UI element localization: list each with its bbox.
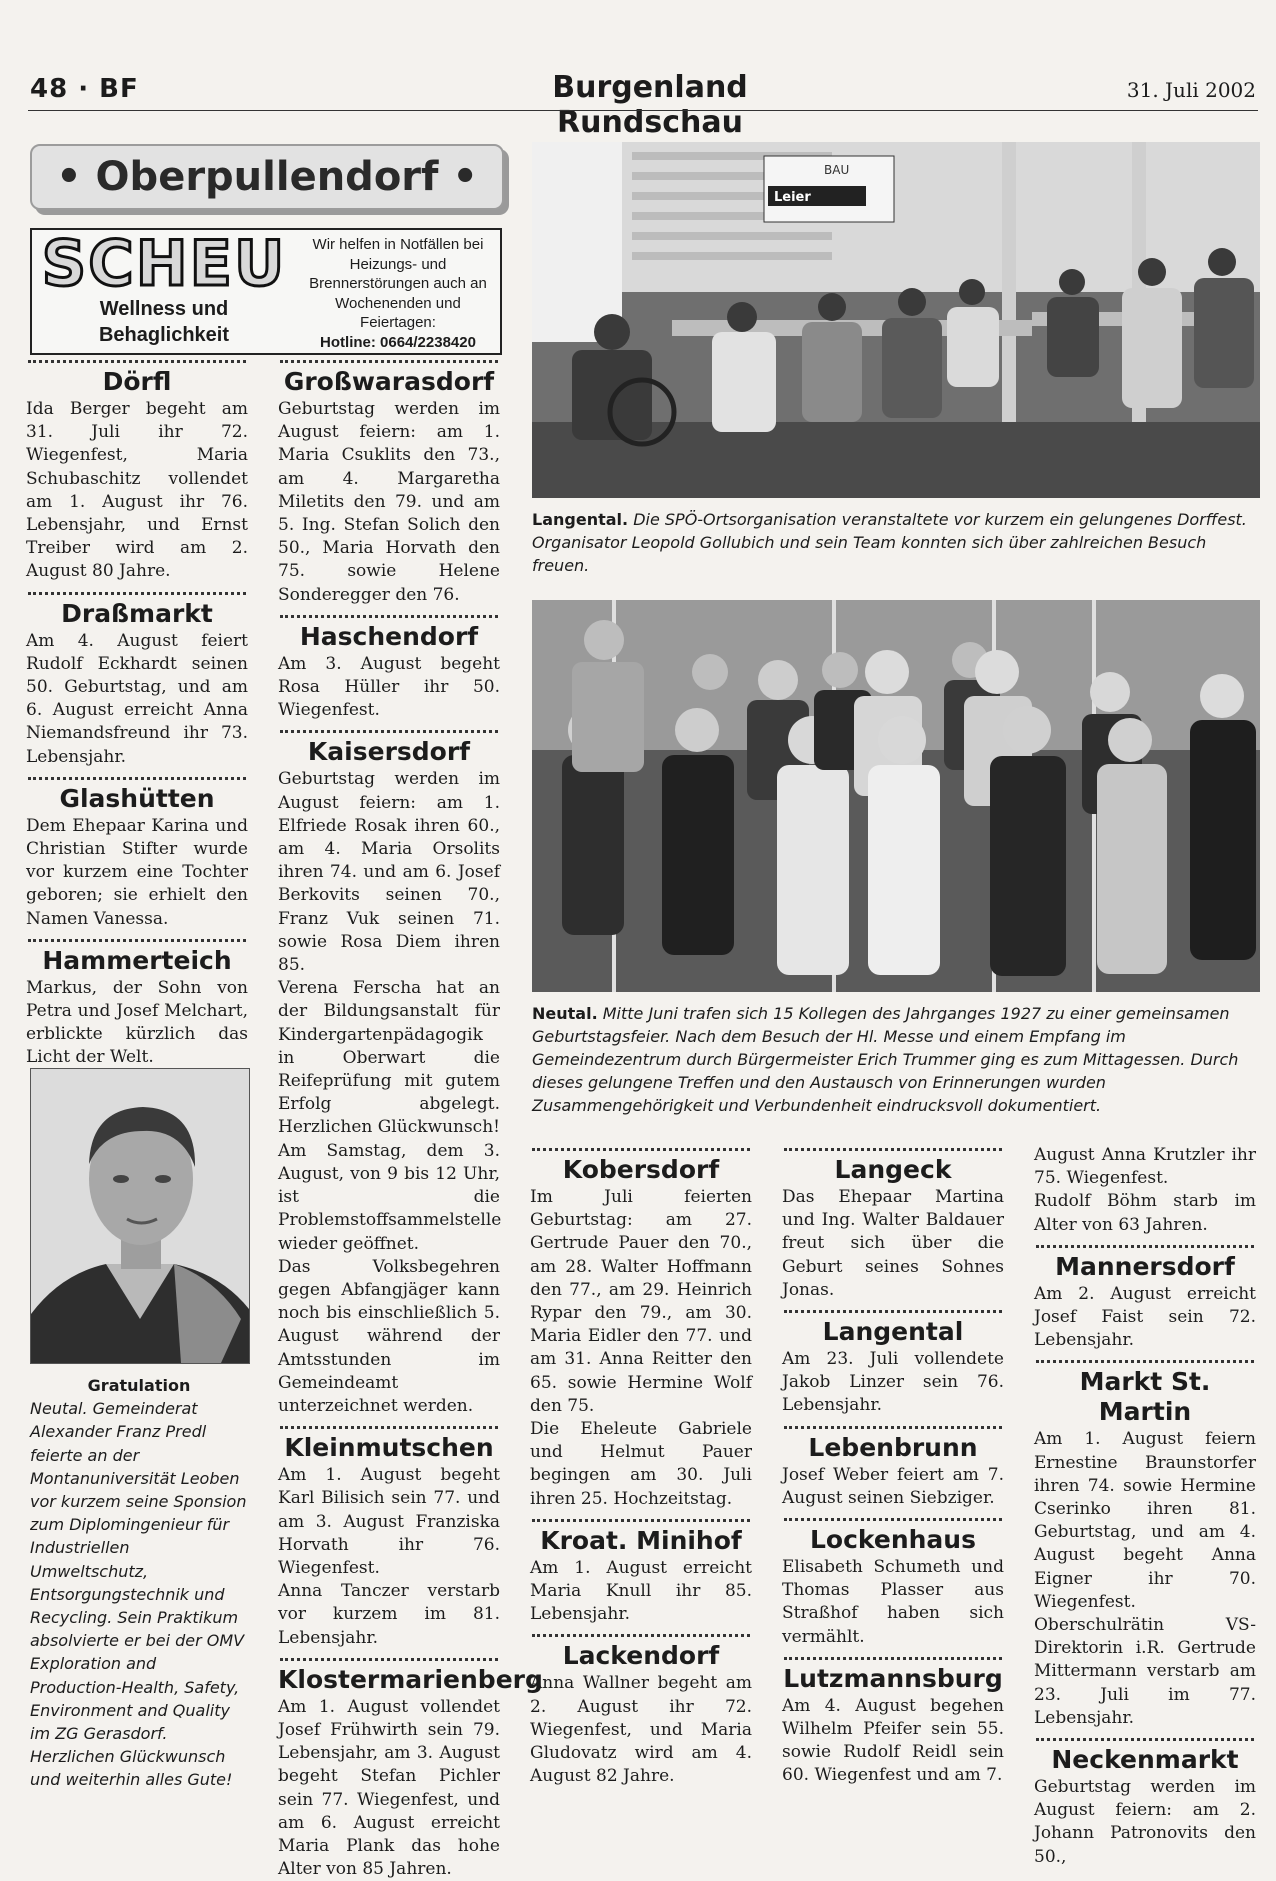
section-title: Kaisersdorf <box>307 737 471 767</box>
caption-text: Neutal. Gemeinderat Alexander Franz Predl feierte an der Montanuniversität Leoben vor kurzem seine Sponsion zum Diplomingenieur für Industriellen Umweltschutz, Entsorgungstechnik und Recycling. Sein Praktikum absolvierte er bei der OMV Exploration and Production-Health, Safety, Environment and Quality im ZG Gerasdorf. Herzlichen Glückwunsch und weiterhin alles Gute! <box>30 1399 247 1790</box>
ad-description: Wir helfen in Notfällen bei Heizungs- und Brennerstörungen auch an Wochenenden und Feiertagen: <box>309 236 487 331</box>
tent-sign-bau: BAU <box>824 163 850 177</box>
section-title: Lebenbrunn <box>808 1432 978 1462</box>
section-title: Langental <box>822 1317 964 1347</box>
dotted-divider <box>280 1426 498 1429</box>
news-section <box>530 1634 752 1788</box>
newspaper-title: Burgenland Rundschau <box>552 70 748 140</box>
section-title: Neckenmarkt <box>1051 1745 1239 1775</box>
column-2 <box>278 360 543 1881</box>
news-section <box>26 777 248 931</box>
dotted-divider <box>784 1426 1002 1429</box>
column-3 <box>530 1148 752 1788</box>
section-body: Am 1. August feiern Ernestine Braunstorfer ihren 74. sowie Hermine Cserinko ihren 81. Geburtstag, und am 4. August begeht Anna Eigner ihr 70. Wiegenfest. <box>1034 1429 1256 1612</box>
news-section <box>278 1658 543 1881</box>
section-paragraph: Die Eheleute Gabriele und Helmut Pauer begingen am 30. Juli ihren 25. Hochzeitstag. <box>530 1419 752 1509</box>
group-photo-caption <box>532 1002 1260 1117</box>
section-title: Langeck <box>834 1155 952 1184</box>
tent-sign-leier: Leier <box>774 190 811 205</box>
dotted-divider <box>280 1658 498 1661</box>
news-section <box>26 360 248 584</box>
ad-hotline: Hotline: 0664/2238420 <box>320 333 476 351</box>
column-4 <box>782 1148 1004 1788</box>
section-title: Klostermarienberg <box>278 1664 543 1694</box>
dotted-divider <box>280 615 498 618</box>
section-body: Im Juli feierten Geburtstag: am 27. Gertrude Pauer den 70., am 28. Walter Hoffmann den 77., am 29. Heinrich Rypar den 79., am 30. Maria Eidler den 77. und am 31. Anna Reitter den 65. sowie Hermine Wolf den 75. <box>530 1187 752 1416</box>
section-body: Geburtstag werden im August feiern: am 1. Elfriede Rosak ihren 60., am 4. Maria Orsolits ihren 74. und am 6. Josef Berkovits seinen 70., Franz Vuk seinen 71. sowie Rosa Diem ihren 85. <box>278 769 500 976</box>
caption-title: Gratulation <box>87 1376 191 1395</box>
dotted-divider <box>1036 1738 1254 1741</box>
section-paragraph: Anna Tanczer verstarb vor kurzem im 81. Lebensjahr. <box>278 1581 500 1648</box>
section-body: Am 4. August feiert Rudolf Eckhardt seinen 50. Geburtstag, und am 6. August erreicht Anna Niemandsfreund ihr 73. Lebensjahr. <box>26 630 248 767</box>
dotted-divider <box>532 1634 750 1637</box>
region-banner: • Oberpullendorf • <box>30 144 504 210</box>
news-section <box>782 1657 1004 1788</box>
section-body: Am 3. August begeht Rosa Hüller ihr 50. Wiegenfest. <box>278 653 500 721</box>
section-body: Geburtstag werden im August feiern: am 2. Johann Patronovits den 50., <box>1034 1777 1256 1867</box>
dotted-divider <box>784 1148 1002 1151</box>
section-title: Großwarasdorf <box>283 367 495 396</box>
festival-photo-caption <box>532 508 1260 577</box>
section-title: Hammerteich <box>42 945 232 975</box>
dotted-divider <box>784 1310 1002 1313</box>
section-title: Mannersdorf <box>1055 1251 1235 1281</box>
news-section <box>1034 1360 1256 1730</box>
news-section <box>1034 1738 1256 1869</box>
section-body: Ida Berger begeht am 31. Juli ihr 72. Wiegenfest, Maria Schubaschitz vollendet am 1. August ihr 76. Lebensjahr, und Ernst Treiber wird am 2. August 80 Jahre. <box>26 399 248 582</box>
section-body: Am 2. August erreicht Josef Faist sein 72. Lebensjahr. <box>1034 1283 1256 1351</box>
news-section <box>782 1426 1004 1510</box>
column-5 <box>1034 1144 1256 1869</box>
dotted-divider <box>280 360 498 363</box>
section-body: Dem Ehepaar Karina und Christian Stifter wurde vor kurzem eine Tochter geboren; sie erhielt den Namen Vanessa. <box>26 815 248 929</box>
caption-text: Mitte Juni trafen sich 15 Kollegen des Jahrganges 1927 zu einer gemeinsamen Geburtstagsfeier. Nach dem Besuch der Hl. Messe und einem Empfang im Gemeindezentrum durch Bürgermeister Erich Trummer ging es zum Mittagessen. Durch dieses gelungene Treffen und den Austausch von Erinnerungen wurden Zusammengehörigkeit und Verbundenheit eindrucksvoll dokumentiert. <box>532 1004 1239 1115</box>
dotted-divider <box>532 1148 750 1151</box>
section-paragraph: Verena Ferscha hat an der Bildungsanstalt für Kindergartenpädagogik in Oberwart die Reifeprüfung mit gutem Erfolg abgelegt. Herzlichen Glückwunsch! <box>278 978 500 1138</box>
dotted-divider <box>1036 1360 1254 1363</box>
section-body: Am 1. August erreicht Maria Knull ihr 85. Lebensjahr. <box>530 1557 752 1625</box>
dotted-divider <box>1036 1245 1254 1248</box>
caption-place: Langental. <box>532 510 629 529</box>
section-body: Am 4. August begehen Wilhelm Pfeifer sein 55. sowie Rudolf Reidl sein 60. Wiegenfest und am 7. <box>782 1695 1004 1786</box>
news-section <box>278 360 500 607</box>
section-body: Elisabeth Schumeth und Thomas Plasser aus Straßhof haben sich vermählt. <box>782 1557 1004 1647</box>
section-paragraph: Rudolf Böhm starb im Alter von 63 Jahren. <box>1034 1191 1256 1235</box>
section-title: Kroat. Minihof <box>540 1525 742 1555</box>
news-section <box>26 939 248 1070</box>
section-title: Kleinmutschen <box>284 1433 494 1463</box>
news-section <box>782 1148 1004 1302</box>
news-section <box>1034 1245 1256 1353</box>
column-1 <box>26 360 248 1070</box>
advertisement-box <box>30 228 502 355</box>
section-title: Dörfl <box>102 367 172 396</box>
section-title: Draßmarkt <box>61 598 213 628</box>
news-section <box>278 615 500 723</box>
news-section <box>278 1426 500 1650</box>
dotted-divider <box>28 360 246 363</box>
group-photo <box>532 600 1260 992</box>
page-section-label: 48 · BF <box>30 74 139 104</box>
caption-place: Neutal. <box>532 1004 598 1023</box>
news-section <box>530 1148 752 1511</box>
section-body: Josef Weber feiert am 7. August seinen Siebziger. <box>782 1464 1004 1508</box>
dotted-divider <box>28 939 246 942</box>
section-title: Kobersdorf <box>562 1155 720 1184</box>
portrait-caption <box>30 1374 248 1792</box>
section-title: Glashütten <box>59 783 215 813</box>
section-body: Am 1. August begeht Karl Bilisich sein 77. und am 3. August Franziska Horvath ihr 76. Wiegenfest. <box>278 1465 500 1578</box>
news-section <box>530 1519 752 1627</box>
dotted-divider <box>28 777 246 780</box>
festival-photo <box>532 142 1260 498</box>
dotted-divider <box>784 1518 1002 1521</box>
ad-tagline: Wellness und Behaglichkeit <box>98 298 230 346</box>
section-body: Anna Wallner begeht am 2. August ihr 72. Wiegenfest, und Maria Gludovatz wird am 4. August 82 Jahre. <box>530 1673 752 1787</box>
section-title: Markt St. Martin <box>1079 1367 1211 1427</box>
caption-text: Die SPÖ-Ortsorganisation veranstaltete vor kurzem ein gelungenes Dorffest. Organisator Leopold Gollubich und sein Team konnten sich über zahlreichen Besuch freuen. <box>532 510 1247 575</box>
news-section <box>782 1518 1004 1649</box>
header-rule <box>28 110 1258 111</box>
section-title: Lackendorf <box>562 1641 720 1671</box>
section-body: Geburtstag werden im August feiern: am 1. Maria Csuklits den 73., am 4. Margaretha Miletits den 79. und am 5. Ing. Stefan Solich den 50., Maria Horvath den 75. sowie Helene Sonderegger den 76. <box>278 399 500 605</box>
ad-text-block <box>298 235 498 352</box>
continued-text: August Anna Krutzler ihr 75. Wiegenfest. <box>1034 1145 1256 1189</box>
section-title: Lockenhaus <box>810 1525 976 1555</box>
dotted-divider <box>280 730 498 733</box>
ad-brand-logo: SCHEU <box>41 227 287 300</box>
section-body: Markus, der Sohn von Petra und Josef Melchart, erblickte kürzlich das Licht der Welt. <box>26 977 248 1068</box>
section-title: Haschendorf <box>299 621 479 651</box>
section-body: Am 1. August vollendet Josef Frühwirth sein 79. Lebensjahr, am 3. August begeht Stefan Pichler sein 77. Wiegenfest, und am 6. August erreicht Maria Plank das hohe Alter von 85 Jahren. <box>278 1696 500 1880</box>
section-paragraph: Das Volksbegehren gegen Abfangjäger kann noch bis einschließlich 5. August während der Amtsstunden im Gemeindeamt unterzeichnet werden. <box>278 1256 500 1416</box>
section-body: Das Ehepaar Martina und Ing. Walter Baldauer freut sich über die Geburt seines Sohnes Jonas. <box>782 1187 1004 1300</box>
section-paragraph: Oberschulrätin VS-Direktorin i.R. Gertrude Mittermann verstarb am 23. Juli im 77. Lebensjahr. <box>1034 1615 1256 1728</box>
dotted-divider <box>784 1657 1002 1660</box>
news-section <box>782 1310 1004 1418</box>
section-title: Lutzmannsburg <box>783 1663 1003 1693</box>
issue-date: 31. Juli 2002 <box>1126 78 1256 102</box>
news-section <box>26 592 248 769</box>
section-body: Am 23. Juli vollendete Jakob Linzer sein 76. Lebensjahr. <box>782 1349 1004 1416</box>
section-paragraph: Am Samstag, dem 3. August, von 9 bis 12 Uhr, ist die Problemstoffsammelstelle wieder geöffnet. <box>278 1140 502 1254</box>
dotted-divider <box>28 592 246 595</box>
dotted-divider <box>532 1519 750 1522</box>
news-section <box>278 730 500 1418</box>
portrait-photo <box>30 1068 250 1364</box>
